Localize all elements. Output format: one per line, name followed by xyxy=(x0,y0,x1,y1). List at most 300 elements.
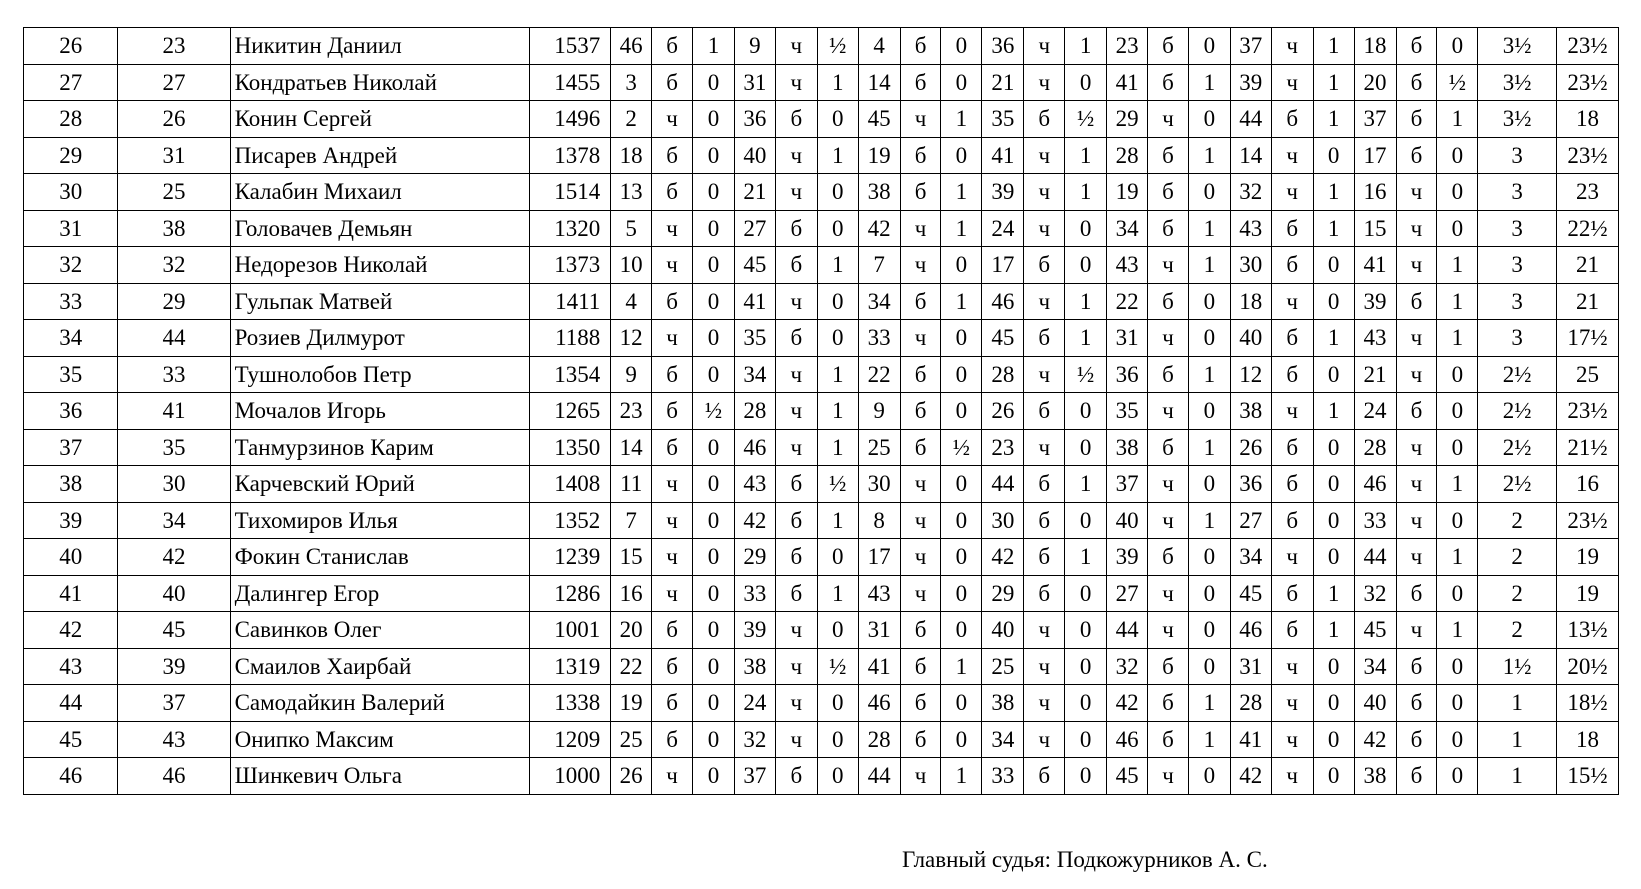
color-cell: ч xyxy=(1396,539,1437,576)
color-cell: б xyxy=(1271,210,1313,247)
result-cell: 0 xyxy=(693,137,735,174)
color-cell: ч xyxy=(1396,210,1437,247)
result-cell: 1 xyxy=(1065,174,1107,211)
result-cell: 1 xyxy=(1188,721,1230,758)
tiebreak-cell: 20½ xyxy=(1556,648,1618,685)
result-cell: 0 xyxy=(693,283,735,320)
opponent-cell: 12 xyxy=(611,320,652,357)
color-cell: б xyxy=(1024,101,1065,138)
result-cell: 0 xyxy=(1188,174,1230,211)
result-cell: 1 xyxy=(1065,137,1107,174)
result-cell: 0 xyxy=(941,721,982,758)
player-name-cell: Тушнолобов Петр xyxy=(230,356,530,393)
opponent-cell: 5 xyxy=(611,210,652,247)
color-cell: ч xyxy=(652,502,693,539)
opponent-cell: 25 xyxy=(858,429,900,466)
color-cell: б xyxy=(775,575,817,612)
color-cell: б xyxy=(1024,575,1065,612)
opponent-cell: 13 xyxy=(611,174,652,211)
color-cell: б xyxy=(775,247,817,284)
result-cell: 0 xyxy=(817,283,858,320)
start-number-cell: 40 xyxy=(118,575,230,612)
rating-cell: 1286 xyxy=(530,575,611,612)
opponent-cell: 46 xyxy=(1230,612,1271,649)
color-cell: ч xyxy=(1148,758,1189,795)
result-cell: 0 xyxy=(1065,648,1107,685)
table-row xyxy=(24,320,1619,357)
points-cell: 2½ xyxy=(1478,429,1557,466)
result-cell: 0 xyxy=(1188,28,1230,65)
color-cell: ч xyxy=(1271,721,1313,758)
points-cell: 3 xyxy=(1478,210,1557,247)
color-cell: б xyxy=(652,648,693,685)
result-cell: ½ xyxy=(817,28,858,65)
opponent-cell: 19 xyxy=(1107,174,1148,211)
tiebreak-cell: 18½ xyxy=(1556,685,1618,722)
start-number-cell: 44 xyxy=(118,320,230,357)
result-cell: 0 xyxy=(1065,612,1107,649)
color-cell: б xyxy=(775,320,817,357)
player-name-cell: Самодайкин Валерий xyxy=(230,685,530,722)
result-cell: 1 xyxy=(1313,210,1354,247)
color-cell: ч xyxy=(900,247,941,284)
tiebreak-cell: 21½ xyxy=(1556,429,1618,466)
color-cell: б xyxy=(1396,64,1437,101)
result-cell: 1 xyxy=(1313,101,1354,138)
result-cell: 0 xyxy=(1188,283,1230,320)
opponent-cell: 32 xyxy=(1230,174,1271,211)
opponent-cell: 38 xyxy=(1230,393,1271,430)
result-cell: 0 xyxy=(1437,648,1478,685)
result-cell: 1 xyxy=(817,137,858,174)
color-cell: б xyxy=(1271,466,1313,503)
rating-cell: 1001 xyxy=(530,612,611,649)
points-cell: 3 xyxy=(1478,320,1557,357)
result-cell: 0 xyxy=(941,539,982,576)
result-cell: 0 xyxy=(817,210,858,247)
tiebreak-cell: 23½ xyxy=(1556,64,1618,101)
result-cell: 1 xyxy=(1065,28,1107,65)
points-cell: 2½ xyxy=(1478,356,1557,393)
start-number-cell: 30 xyxy=(118,466,230,503)
result-cell: 1 xyxy=(1188,685,1230,722)
result-cell: 1 xyxy=(1313,612,1354,649)
result-cell: 0 xyxy=(693,612,735,649)
result-cell: 0 xyxy=(1188,393,1230,430)
result-cell: 0 xyxy=(1188,539,1230,576)
opponent-cell: 2 xyxy=(611,101,652,138)
opponent-cell: 45 xyxy=(1230,575,1271,612)
opponent-cell: 34 xyxy=(982,721,1024,758)
result-cell: ½ xyxy=(817,648,858,685)
result-cell: 1 xyxy=(817,356,858,393)
player-name-cell: Розиев Дилмурот xyxy=(230,320,530,357)
points-cell: 3 xyxy=(1478,247,1557,284)
result-cell: 0 xyxy=(941,28,982,65)
color-cell: б xyxy=(1024,758,1065,795)
opponent-cell: 36 xyxy=(734,101,775,138)
color-cell: ч xyxy=(1024,429,1065,466)
color-cell: ч xyxy=(1024,174,1065,211)
points-cell: 1 xyxy=(1478,685,1557,722)
result-cell: 1 xyxy=(1437,283,1478,320)
table-row xyxy=(24,174,1619,211)
opponent-cell: 36 xyxy=(982,28,1024,65)
opponent-cell: 40 xyxy=(1354,685,1396,722)
place-cell: 34 xyxy=(24,320,118,357)
opponent-cell: 9 xyxy=(611,356,652,393)
opponent-cell: 39 xyxy=(734,612,775,649)
color-cell: б xyxy=(775,101,817,138)
result-cell: 0 xyxy=(693,648,735,685)
result-cell: 0 xyxy=(1065,685,1107,722)
color-cell: б xyxy=(1148,137,1189,174)
table-row xyxy=(24,539,1619,576)
opponent-cell: 46 xyxy=(982,283,1024,320)
color-cell: ч xyxy=(900,539,941,576)
rating-cell: 1378 xyxy=(530,137,611,174)
color-cell: ч xyxy=(900,320,941,357)
opponent-cell: 29 xyxy=(734,539,775,576)
color-cell: ч xyxy=(1271,28,1313,65)
result-cell: 0 xyxy=(1313,247,1354,284)
result-cell: 0 xyxy=(817,612,858,649)
table-row xyxy=(24,429,1619,466)
opponent-cell: 46 xyxy=(858,685,900,722)
result-cell: 0 xyxy=(693,758,735,795)
result-cell: 0 xyxy=(941,502,982,539)
result-cell: 0 xyxy=(1437,137,1478,174)
opponent-cell: 43 xyxy=(1354,320,1396,357)
result-cell: 0 xyxy=(941,466,982,503)
color-cell: ч xyxy=(900,575,941,612)
opponent-cell: 14 xyxy=(1230,137,1271,174)
start-number-cell: 23 xyxy=(118,28,230,65)
color-cell: б xyxy=(900,685,941,722)
color-cell: б xyxy=(1148,64,1189,101)
opponent-cell: 40 xyxy=(734,137,775,174)
result-cell: 0 xyxy=(1065,721,1107,758)
color-cell: ч xyxy=(900,210,941,247)
rating-cell: 1319 xyxy=(530,648,611,685)
rating-cell: 1455 xyxy=(530,64,611,101)
color-cell: б xyxy=(1024,539,1065,576)
color-cell: ч xyxy=(1148,101,1189,138)
opponent-cell: 28 xyxy=(1107,137,1148,174)
opponent-cell: 41 xyxy=(1107,64,1148,101)
opponent-cell: 37 xyxy=(1107,466,1148,503)
start-number-cell: 39 xyxy=(118,648,230,685)
color-cell: б xyxy=(1148,210,1189,247)
color-cell: б xyxy=(1396,685,1437,722)
color-cell: б xyxy=(1148,429,1189,466)
result-cell: 0 xyxy=(1313,758,1354,795)
points-cell: 3 xyxy=(1478,174,1557,211)
player-name-cell: Конин Сергей xyxy=(230,101,530,138)
result-cell: 0 xyxy=(1437,502,1478,539)
result-cell: ½ xyxy=(941,429,982,466)
rating-cell: 1354 xyxy=(530,356,611,393)
opponent-cell: 39 xyxy=(1230,64,1271,101)
opponent-cell: 26 xyxy=(982,393,1024,430)
table-row xyxy=(24,64,1619,101)
result-cell: 1 xyxy=(941,210,982,247)
result-cell: 0 xyxy=(693,247,735,284)
result-cell: 0 xyxy=(693,466,735,503)
tiebreak-cell: 23½ xyxy=(1556,137,1618,174)
opponent-cell: 44 xyxy=(1230,101,1271,138)
color-cell: б xyxy=(652,429,693,466)
opponent-cell: 18 xyxy=(1354,28,1396,65)
place-cell: 37 xyxy=(24,429,118,466)
tiebreak-cell: 23 xyxy=(1556,174,1618,211)
player-name-cell: Фокин Станислав xyxy=(230,539,530,576)
color-cell: ч xyxy=(1271,685,1313,722)
color-cell: б xyxy=(1396,101,1437,138)
result-cell: 1 xyxy=(1065,283,1107,320)
opponent-cell: 35 xyxy=(734,320,775,357)
color-cell: ч xyxy=(775,685,817,722)
result-cell: 0 xyxy=(1065,393,1107,430)
color-cell: б xyxy=(652,64,693,101)
color-cell: б xyxy=(775,539,817,576)
tiebreak-cell: 19 xyxy=(1556,539,1618,576)
rating-cell: 1373 xyxy=(530,247,611,284)
result-cell: 0 xyxy=(1065,429,1107,466)
opponent-cell: 33 xyxy=(858,320,900,357)
result-cell: 0 xyxy=(1313,137,1354,174)
color-cell: б xyxy=(1024,320,1065,357)
start-number-cell: 32 xyxy=(118,247,230,284)
table-row xyxy=(24,247,1619,284)
player-name-cell: Танмурзинов Карим xyxy=(230,429,530,466)
result-cell: 1 xyxy=(941,174,982,211)
result-cell: 1 xyxy=(693,28,735,65)
opponent-cell: 36 xyxy=(1107,356,1148,393)
result-cell: 0 xyxy=(1065,247,1107,284)
opponent-cell: 17 xyxy=(858,539,900,576)
result-cell: 0 xyxy=(1188,648,1230,685)
color-cell: ч xyxy=(775,174,817,211)
result-cell: 1 xyxy=(941,758,982,795)
result-cell: 1 xyxy=(1437,101,1478,138)
opponent-cell: 42 xyxy=(1354,721,1396,758)
color-cell: ч xyxy=(1024,356,1065,393)
color-cell: б xyxy=(1148,283,1189,320)
place-cell: 38 xyxy=(24,466,118,503)
start-number-cell: 29 xyxy=(118,283,230,320)
opponent-cell: 42 xyxy=(1230,758,1271,795)
opponent-cell: 41 xyxy=(982,137,1024,174)
opponent-cell: 38 xyxy=(982,685,1024,722)
opponent-cell: 10 xyxy=(611,247,652,284)
opponent-cell: 36 xyxy=(1230,466,1271,503)
color-cell: ч xyxy=(1396,356,1437,393)
color-cell: б xyxy=(1024,393,1065,430)
result-cell: 1 xyxy=(1065,320,1107,357)
rating-cell: 1239 xyxy=(530,539,611,576)
opponent-cell: 34 xyxy=(1107,210,1148,247)
opponent-cell: 30 xyxy=(982,502,1024,539)
table-row xyxy=(24,648,1619,685)
points-cell: 3 xyxy=(1478,283,1557,320)
opponent-cell: 37 xyxy=(734,758,775,795)
points-cell: 1½ xyxy=(1478,648,1557,685)
color-cell: б xyxy=(900,174,941,211)
result-cell: 0 xyxy=(941,320,982,357)
result-cell: 0 xyxy=(1065,758,1107,795)
table-row xyxy=(24,502,1619,539)
color-cell: ч xyxy=(900,101,941,138)
points-cell: 2 xyxy=(1478,502,1557,539)
opponent-cell: 7 xyxy=(858,247,900,284)
player-name-cell: Никитин Даниил xyxy=(230,28,530,65)
tiebreak-cell: 21 xyxy=(1556,247,1618,284)
color-cell: ч xyxy=(1396,466,1437,503)
opponent-cell: 24 xyxy=(1354,393,1396,430)
result-cell: 0 xyxy=(693,101,735,138)
result-cell: 0 xyxy=(1437,210,1478,247)
player-name-cell: Карчевский Юрий xyxy=(230,466,530,503)
color-cell: ч xyxy=(1271,539,1313,576)
color-cell: ч xyxy=(652,575,693,612)
opponent-cell: 22 xyxy=(858,356,900,393)
player-name-cell: Мочалов Игорь xyxy=(230,393,530,430)
points-cell: 3½ xyxy=(1478,64,1557,101)
opponent-cell: 45 xyxy=(982,320,1024,357)
color-cell: ч xyxy=(775,28,817,65)
color-cell: ч xyxy=(900,466,941,503)
color-cell: ч xyxy=(1271,283,1313,320)
place-cell: 29 xyxy=(24,137,118,174)
result-cell: 0 xyxy=(1313,283,1354,320)
color-cell: б xyxy=(900,429,941,466)
result-cell: 0 xyxy=(817,174,858,211)
result-cell: 0 xyxy=(817,721,858,758)
result-cell: 0 xyxy=(1313,429,1354,466)
color-cell: ч xyxy=(900,758,941,795)
color-cell: ч xyxy=(1396,174,1437,211)
color-cell: б xyxy=(1396,283,1437,320)
color-cell: б xyxy=(1024,502,1065,539)
result-cell: 0 xyxy=(1437,721,1478,758)
rating-cell: 1209 xyxy=(530,721,611,758)
opponent-cell: 17 xyxy=(982,247,1024,284)
result-cell: 1 xyxy=(1188,429,1230,466)
place-cell: 35 xyxy=(24,356,118,393)
opponent-cell: 30 xyxy=(858,466,900,503)
rating-cell: 1188 xyxy=(530,320,611,357)
result-cell: 0 xyxy=(1313,466,1354,503)
color-cell: б xyxy=(1024,466,1065,503)
place-cell: 39 xyxy=(24,502,118,539)
color-cell: ч xyxy=(1148,466,1189,503)
result-cell: 0 xyxy=(941,612,982,649)
points-cell: 2 xyxy=(1478,539,1557,576)
opponent-cell: 43 xyxy=(1230,210,1271,247)
result-cell: 0 xyxy=(693,174,735,211)
place-cell: 40 xyxy=(24,539,118,576)
opponent-cell: 14 xyxy=(611,429,652,466)
result-cell: 1 xyxy=(1188,247,1230,284)
opponent-cell: 46 xyxy=(734,429,775,466)
color-cell: б xyxy=(1024,247,1065,284)
color-cell: ч xyxy=(1024,28,1065,65)
table-row xyxy=(24,101,1619,138)
tiebreak-cell: 17½ xyxy=(1556,320,1618,357)
result-cell: 0 xyxy=(1313,539,1354,576)
tiebreak-cell: 18 xyxy=(1556,721,1618,758)
color-cell: ч xyxy=(652,466,693,503)
opponent-cell: 41 xyxy=(734,283,775,320)
place-cell: 27 xyxy=(24,64,118,101)
start-number-cell: 31 xyxy=(118,137,230,174)
opponent-cell: 45 xyxy=(858,101,900,138)
tiebreak-cell: 18 xyxy=(1556,101,1618,138)
result-cell: 0 xyxy=(693,320,735,357)
result-cell: 0 xyxy=(1313,721,1354,758)
result-cell: 0 xyxy=(941,356,982,393)
result-cell: 1 xyxy=(1188,502,1230,539)
color-cell: ч xyxy=(1271,393,1313,430)
player-name-cell: Калабин Михаил xyxy=(230,174,530,211)
place-cell: 44 xyxy=(24,685,118,722)
color-cell: б xyxy=(1396,721,1437,758)
color-cell: ч xyxy=(775,429,817,466)
result-cell: 1 xyxy=(1313,393,1354,430)
opponent-cell: 23 xyxy=(982,429,1024,466)
result-cell: 0 xyxy=(817,539,858,576)
opponent-cell: 24 xyxy=(734,685,775,722)
opponent-cell: 4 xyxy=(858,28,900,65)
start-number-cell: 42 xyxy=(118,539,230,576)
result-cell: 0 xyxy=(817,758,858,795)
opponent-cell: 21 xyxy=(982,64,1024,101)
color-cell: б xyxy=(1271,320,1313,357)
opponent-cell: 15 xyxy=(611,539,652,576)
player-name-cell: Писарев Андрей xyxy=(230,137,530,174)
color-cell: б xyxy=(900,393,941,430)
opponent-cell: 29 xyxy=(982,575,1024,612)
rating-cell: 1408 xyxy=(530,466,611,503)
place-cell: 45 xyxy=(24,721,118,758)
result-cell: 0 xyxy=(693,64,735,101)
opponent-cell: 4 xyxy=(611,283,652,320)
start-number-cell: 25 xyxy=(118,174,230,211)
table-row xyxy=(24,575,1619,612)
color-cell: б xyxy=(1148,721,1189,758)
result-cell: ½ xyxy=(1065,356,1107,393)
rating-cell: 1265 xyxy=(530,393,611,430)
result-cell: 0 xyxy=(1188,758,1230,795)
result-cell: 0 xyxy=(1313,648,1354,685)
rating-cell: 1514 xyxy=(530,174,611,211)
result-cell: 0 xyxy=(941,575,982,612)
opponent-cell: 34 xyxy=(1230,539,1271,576)
place-cell: 43 xyxy=(24,648,118,685)
color-cell: ч xyxy=(1148,247,1189,284)
color-cell: б xyxy=(900,612,941,649)
color-cell: б xyxy=(1396,758,1437,795)
table-row xyxy=(24,210,1619,247)
color-cell: б xyxy=(1148,28,1189,65)
place-cell: 32 xyxy=(24,247,118,284)
color-cell: ч xyxy=(652,539,693,576)
opponent-cell: 35 xyxy=(982,101,1024,138)
tiebreak-cell: 25 xyxy=(1556,356,1618,393)
color-cell: б xyxy=(1271,247,1313,284)
color-cell: б xyxy=(775,502,817,539)
